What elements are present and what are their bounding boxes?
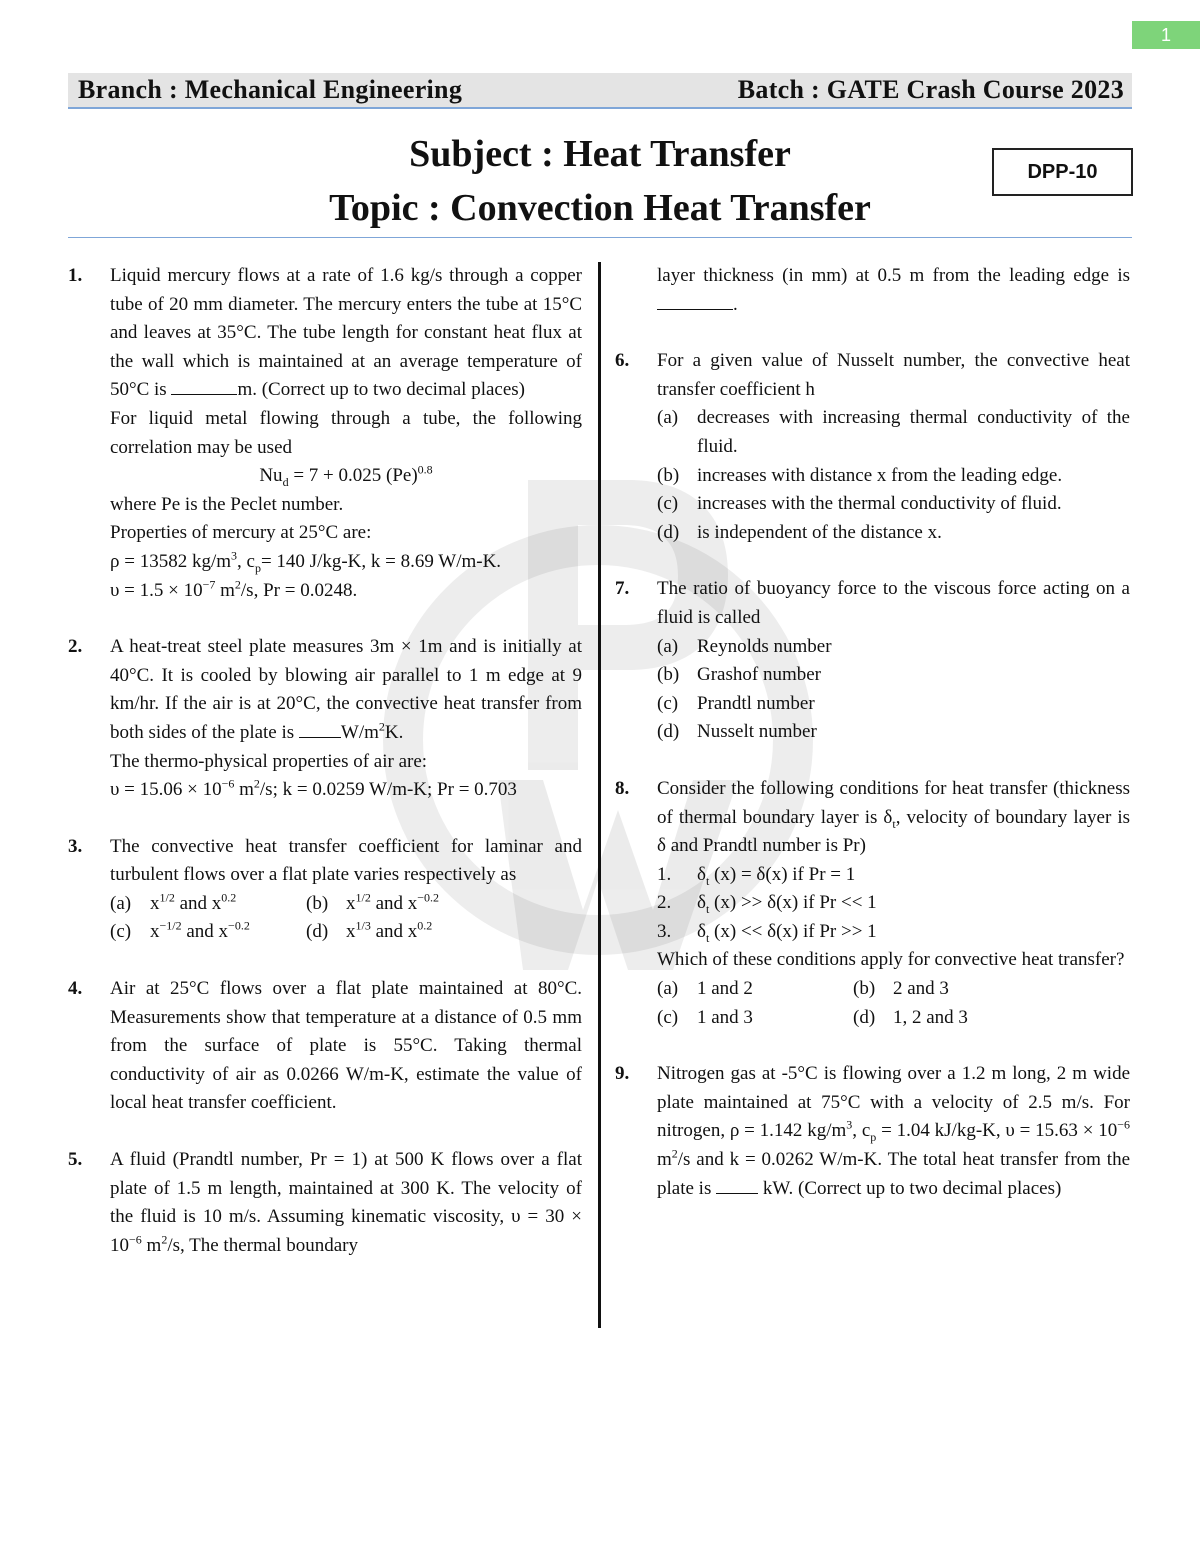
statement-3: 3. $\delta_t$ (x) << δ(x) if Pr >> 1 [657,920,877,945]
batch-label: Batch : GATE Crash Course 2023 [737,75,1124,104]
question-text: Air at 25°C flows over a flat plate maintained at 80°C. Measurements show that temperature at a distance of 0.5 mm from the surface of plate is 55°C. Taking thermal conductivity of air as 0.0266 W/m-K, estimate the value of local heat transfer coefficient. [110,978,582,1114]
column-divider [598,262,601,1328]
question-text: For a given value of Nusselt number, the convective heat transfer coefficient h [657,350,1130,400]
question-number: 5. [68,1149,83,1171]
properties-line: $\upsilon = 15.06 \times 10^{-6}$ $m^2/s$; k = 0.0259 W/m-K; Pr = 0.703 [110,776,517,801]
question-1 [68,262,582,605]
question-number: 7. [615,578,630,600]
question-text: The convective heat transfer coefficient for laminar and turbulent flows over a flat plate varies respectively as [110,835,582,886]
option-c[interactable]: (c) Prandtl number [657,692,815,714]
question-text: For liquid metal flowing through a tube, the following correlation may be used [110,407,582,458]
options-grid [657,975,1130,1032]
option-b[interactable]: (b) 2 and 3 [853,978,949,1000]
option-d[interactable]: (d) 1, 2 and 3 [853,1006,968,1028]
equation: $Nu_d = 7 + 0.025$ $(Pe)^{0.8}$ [259,462,433,489]
option-d[interactable]: (d) is independent of the distance x. [657,521,942,543]
question-number: 1. [68,265,83,286]
question-number: 8. [615,777,630,799]
question-number: 3. [68,835,83,857]
header-rule [68,237,1132,238]
question-text: Nitrogen gas at -5°C is flowing over a 1.2 m long, 2 m wide plate maintained at 75°C with a velocity of 2.5 m/s. For nitrogen, ρ = 1.142 $kg/m^3$, $c_p = 1.04$ kJ/kg-K, $\upsilon = 15.63 \times 10^{-6}$ $m^2/s$ and k = 0.0262 W/m-K. The total heat transfer from the plate is kW. (Correct up to two decimal places) [657,1063,1131,1199]
properties-line: $\upsilon = 1.5 \times 10^{-7}$ $m^2/s$, Pr = 0.0248. [110,577,358,601]
question-text: Consider the following conditions for heat transfer (thickness of thermal boundary layer is $\delta_t$, velocity of boundary layer is δ and Prandtl number is Pr) [657,777,1130,857]
question-6 [615,347,1130,547]
question-number: 2. [68,636,83,658]
question-text: Properties of mercury at 25°C are: [110,522,372,544]
question-number: 4. [68,978,83,1000]
option-b[interactable]: (b) Grashof number [657,664,821,686]
question-2 [68,633,582,805]
question-text: A heat-treat steel plate measures 3m × 1m and is initially at 40°C. It is cooled by blowing air parallel to 1 m edge at 9 km/hr. If the air is at 20°C, the convective heat transfer from both sides of the plate is $W/m^2K$. [110,636,582,743]
question-8 [615,775,1130,1032]
question-text: A fluid (Prandtl number, Pr = 1) at 500 K flows over a flat plate of 1.5 m length, maintained at 300 K. The velocity of the fluid is 10 m/s. Assuming kinematic viscosity, $\upsilon = 30 \times 10^{-6}$ $m^2/s$, The thermal boundary [110,1149,582,1256]
question-number: 9. [615,1063,630,1085]
question-text: Which of these conditions apply for convective heat transfer? [657,949,1125,971]
options-grid [110,890,582,947]
option-c[interactable]: (c) increases with the thermal conductivity of fluid. [657,493,1062,515]
dpp-badge: DPP-10 [992,148,1133,196]
right-column [615,262,1130,1231]
question-5 [68,1146,582,1260]
question-text: Liquid mercury flows at a rate of 1.6 kg/s through a copper tube of 20 mm diameter. The mercury enters the tube at 15°C and leaves at 35°C. The tube length for constant heat flux at the wall which is maintained at an average temperature of 50°C is m. (Correct up to two decimal places) [110,265,582,401]
question-9 [615,1060,1130,1203]
option-b[interactable]: (b) $x^{1/2}$ and $x^{-0.2}$ [306,890,440,914]
option-a[interactable]: (a) decreases with increasing thermal conductivity of the fluid. [657,407,1130,457]
option-a[interactable]: (a) Reynolds number [657,635,832,657]
subject-title: Subject : Heat Transfer [409,133,791,175]
option-d[interactable]: (d) $x^{1/3}$ and $x^{0.2}$ [306,919,433,943]
question-number: 6. [615,350,630,372]
option-c[interactable]: (c) 1 and 3 [657,1006,753,1028]
option-a[interactable]: (a) $x^{1/2}$ and $x^{0.2}$ [110,890,237,914]
header-bar [68,73,1132,109]
statement-1: 1. $\delta_t$ (x) = δ(x) if Pr = 1 [657,863,856,888]
page-number-badge: 1 [1132,21,1200,49]
question-text: The thermo-physical properties of air are: [110,750,428,772]
option-a[interactable]: (a) 1 and 2 [657,978,753,1000]
option-c[interactable]: (c) $x^{-1/2}$ and $x^{-0.2}$ [110,919,250,943]
question-5-continued [615,262,1130,319]
branch-label: Branch : Mechanical Engineering [78,75,463,104]
question-text: layer thickness (in mm) at 0.5 m from the leading edge is . [657,265,1130,315]
properties-line: ρ = 13582 $kg/m^3$, $c_p= 140$ J/kg-K, k = 8.69 W/m-K. [110,548,502,575]
question-3 [68,833,582,947]
question-text: where Pe is the Peclet number. [110,493,344,515]
question-text: The ratio of buoyancy force to the viscous force acting on a fluid is called [657,578,1130,628]
topic-title: Topic : Convection Heat Transfer [329,187,871,229]
question-7 [615,575,1130,747]
option-d[interactable]: (d) Nusselt number [657,721,817,743]
statement-2: 2. $\delta_t$ (x) >> δ(x) if Pr << 1 [657,892,877,917]
question-4 [68,975,582,1118]
left-column [68,262,582,1260]
option-b[interactable]: (b) increases with distance x from the leading edge. [657,464,1063,486]
